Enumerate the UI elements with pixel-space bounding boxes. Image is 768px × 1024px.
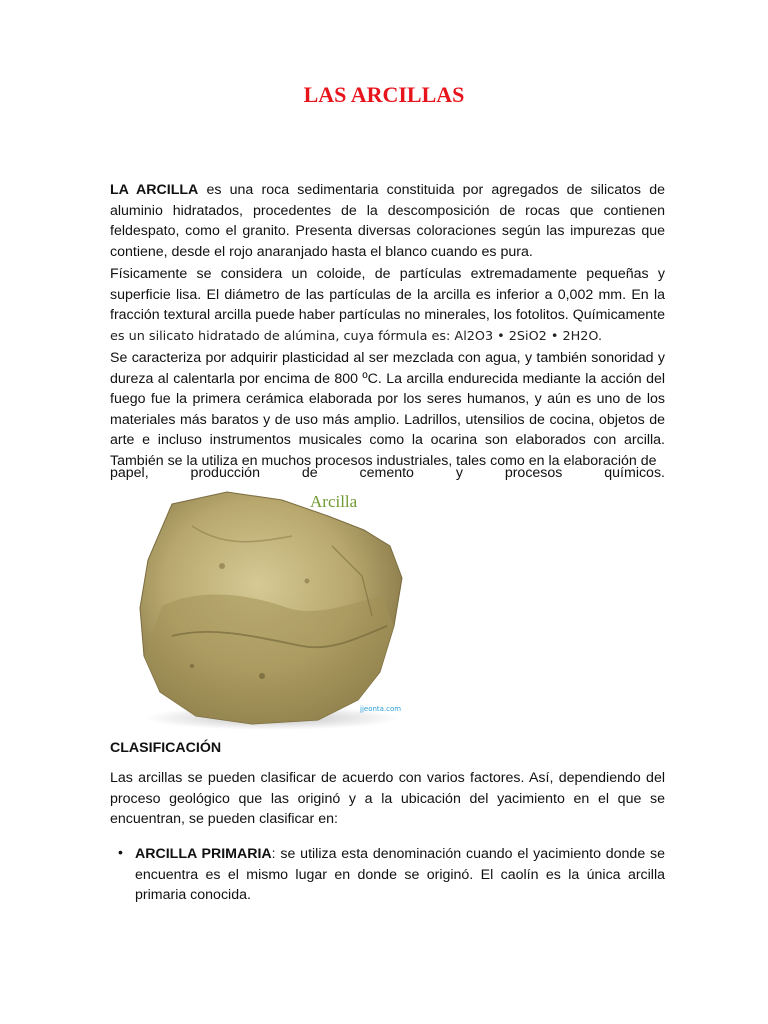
properties-paragraph	[110, 348, 665, 471]
properties-text: Se caracteriza por adquirir plasticidad al ser mezclada con agua, y también sonoridad y dureza al calentarla por encima de 800 ºC. La arcilla endurecida mediante la acción del fuego fue la primera cerámica elaborada por los seres humanos, y aún es uno de los materiales más baratos y de uso más amplio. Ladrillos, utensilios de cocina, objetos de arte e incluso instrumentos musicales como la ocarina son elaborados con arcilla. También se la utiliza en muchos procesos industriales, tales como en la elaboración de	[110, 350, 665, 469]
list-item-term: ARCILLA PRIMARIA	[135, 846, 272, 862]
bullet-dot: •	[118, 844, 123, 860]
figure-label: Arcilla	[310, 492, 358, 511]
clay-rock-image	[132, 486, 412, 730]
physical-paragraph	[110, 264, 665, 347]
intro-term: LA ARCILLA	[110, 182, 199, 198]
classification-paragraph: Las arcillas se pueden clasificar de acuerdo con varios factores. Así, dependiendo del proceso geológico que las originó y a la ubicación del yacimiento en el que se encuentran, se pueden clasificar en:	[110, 770, 665, 827]
list-item	[135, 844, 665, 906]
page-title: LAS ARCILLAS	[303, 82, 465, 107]
intro-paragraph	[110, 180, 665, 262]
properties-last-line: papel, producción de cemento y procesos químicos.	[110, 465, 665, 481]
physical-text: Físicamente se considera un coloide, de partículas extremadamente pequeñas y superficie lisa. El diámetro de las partículas de la arcilla es inferior a 0,002 mm. En la fracción textural arcilla puede haber partículas no minerales, los fotolitos. Químicamente	[110, 266, 665, 323]
intro-text: es una roca sedimentaria constituida por agregados de silicatos de aluminio hidratados, procedentes de la descomposición de rocas que contienen feldespato, como el granito. Presenta diversas coloraciones según las impurezas que contiene, desde el rojo anaranjado hasta el blanco cuando es pura.	[110, 182, 665, 260]
formula-line: es un silicato hidratado de alúmina, cuya fórmula es: Al2O3 • 2SiO2 • 2H2O.	[110, 328, 603, 344]
section-heading-classification: CLASIFICACIÓN	[110, 740, 222, 756]
image-watermark: jjeonta.com	[360, 705, 402, 713]
list-item-text: : se utiliza esta denominación cuando el yacimiento donde se encuentra es el mismo lugar en donde se originó. El caolín es la única arcilla primaria conocida.	[135, 846, 665, 903]
